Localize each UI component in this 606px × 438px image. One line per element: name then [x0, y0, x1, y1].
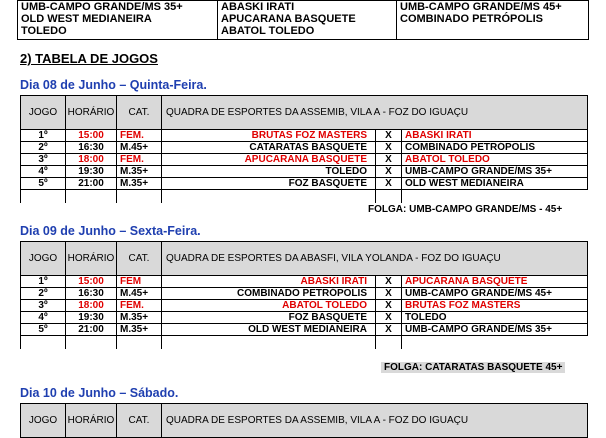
versus-mark: X	[376, 312, 402, 324]
game-category: M.35+	[117, 312, 162, 324]
blank-cell	[66, 190, 117, 204]
versus-mark: X	[376, 154, 402, 166]
blank-cell	[21, 336, 66, 350]
team-name: ABATOL TOLEDO	[221, 25, 315, 37]
game-number: 2º	[21, 142, 66, 154]
header-horario: HORÁRIO	[66, 242, 117, 276]
away-team: ABATOL TOLEDO	[402, 154, 588, 166]
day-title: Dia 09 de Junho – Sexta-Feira.	[20, 224, 201, 238]
team-name: OLD WEST MEDIANEIRA	[21, 13, 152, 25]
home-team: FOZ BASQUETE	[162, 312, 376, 324]
away-team: OLD WEST MEDIANEIRA	[402, 178, 588, 190]
game-time: 15:00	[66, 276, 117, 288]
game-number: 4º	[21, 166, 66, 178]
header-horario: HORÁRIO	[66, 96, 117, 130]
game-time: 21:00	[66, 178, 117, 190]
home-team: ABATOL TOLEDO	[162, 300, 376, 312]
game-row	[21, 142, 588, 154]
header-cat: CAT.	[117, 96, 162, 130]
game-category: FEM.	[117, 300, 162, 312]
blank-cell	[117, 190, 162, 204]
game-row	[21, 130, 588, 142]
game-row	[21, 154, 588, 166]
blank-cell	[376, 190, 402, 204]
versus-mark: X	[376, 324, 402, 336]
away-team: BRUTAS FOZ MASTERS	[402, 300, 588, 312]
games-table-day-2	[20, 241, 588, 349]
home-team: TOLEDO	[162, 166, 376, 178]
blank-row	[21, 336, 588, 350]
groups-table	[17, 0, 589, 40]
header-jogo: JOGO	[21, 242, 66, 276]
blank-cell	[117, 336, 162, 350]
team-name: UMB-CAMPO GRANDE/MS 35+	[21, 1, 183, 13]
folga-note: FOLGA: CATARATAS BASQUETE 45+	[381, 362, 565, 373]
header-jogo: JOGO	[21, 96, 66, 130]
game-row	[21, 178, 588, 190]
header-venue: QUADRA DE ESPORTES DA ASSEMIB, VILA A - FOZ DO IGUAÇU	[162, 404, 588, 438]
game-number: 3º	[21, 154, 66, 166]
versus-mark: X	[376, 288, 402, 300]
home-team: CATARATAS BASQUETE	[162, 142, 376, 154]
versus-mark: X	[376, 166, 402, 178]
games-table-day-3	[20, 403, 588, 438]
group-cell	[397, 1, 589, 40]
games-table-day-1	[20, 95, 588, 203]
blank-cell	[21, 190, 66, 204]
day-title: Dia 08 de Junho – Quinta-Feira.	[20, 78, 207, 92]
versus-mark: X	[376, 276, 402, 288]
header-venue: QUADRA DE ESPORTES DA ASSEMIB, VILA A - FOZ DO IGUAÇU	[162, 96, 588, 130]
game-time: 15:00	[66, 130, 117, 142]
game-time: 21:00	[66, 324, 117, 336]
game-time: 19:30	[66, 312, 117, 324]
game-number: 3º	[21, 300, 66, 312]
away-team: COMBINADO PETRÓPOLIS	[402, 142, 588, 154]
game-number: 2º	[21, 288, 66, 300]
away-team: APUCARANA BASQUETE	[402, 276, 588, 288]
game-time: 18:00	[66, 300, 117, 312]
blank-cell	[402, 190, 588, 204]
day-title: Dia 10 de Junho – Sábado.	[20, 386, 179, 400]
game-category: FEM.	[117, 154, 162, 166]
blank-cell	[66, 336, 117, 350]
game-number: 5º	[21, 324, 66, 336]
blank-cell	[162, 336, 376, 350]
group-cell	[218, 1, 397, 40]
home-team: ABASKI IRATI	[162, 276, 376, 288]
home-team: FOZ BASQUETE	[162, 178, 376, 190]
group-cell	[18, 1, 218, 40]
team-name: APUCARANA BASQUETE	[221, 13, 356, 25]
game-category: FEM	[117, 276, 162, 288]
header-venue: QUADRA DE ESPORTES DA ABASFI, VILA YOLANDA - FOZ DO IGUAÇU	[162, 242, 588, 276]
away-team: ABASKI IRATI	[402, 130, 588, 142]
game-row	[21, 324, 588, 336]
versus-mark: X	[376, 142, 402, 154]
section-title: 2) TABELA DE JOGOS	[20, 51, 158, 66]
game-category: M.45+	[117, 142, 162, 154]
header-horario: HORÁRIO	[66, 404, 117, 438]
blank-cell	[162, 190, 376, 204]
versus-mark: X	[376, 130, 402, 142]
game-row	[21, 312, 588, 324]
away-team: UMB-CAMPO GRANDE/MS 35+	[402, 324, 588, 336]
blank-cell	[402, 336, 588, 350]
game-number: 4º	[21, 312, 66, 324]
home-team: COMBINADO PETRÓPOLIS	[162, 288, 376, 300]
away-team: UMB-CAMPO GRANDE/MS 45+	[402, 288, 588, 300]
game-time: 18:00	[66, 154, 117, 166]
game-category: M.35+	[117, 324, 162, 336]
home-team: APUCARANA BASQUETE	[162, 154, 376, 166]
game-category: FEM.	[117, 130, 162, 142]
game-category: M.45+	[117, 288, 162, 300]
game-row	[21, 276, 588, 288]
header-jogo: JOGO	[21, 404, 66, 438]
header-cat: CAT.	[117, 404, 162, 438]
game-number: 1º	[21, 130, 66, 142]
folga-note: FOLGA: UMB-CAMPO GRANDE/MS - 45+	[368, 204, 563, 215]
versus-mark: X	[376, 300, 402, 312]
team-name: UMB-CAMPO GRANDE/MS 45+	[400, 1, 562, 13]
away-team: TOLEDO	[402, 312, 588, 324]
game-number: 1º	[21, 276, 66, 288]
game-category: M.35+	[117, 166, 162, 178]
home-team: BRUTAS FOZ MASTERS	[162, 130, 376, 142]
team-name: ABASKI IRATI	[221, 1, 295, 13]
game-time: 19:30	[66, 166, 117, 178]
header-cat: CAT.	[117, 242, 162, 276]
game-row	[21, 288, 588, 300]
away-team: UMB-CAMPO GRANDE/MS 35+	[402, 166, 588, 178]
game-row	[21, 166, 588, 178]
home-team: OLD WEST MEDIANEIRA	[162, 324, 376, 336]
game-category: M.35+	[117, 178, 162, 190]
game-time: 16:30	[66, 142, 117, 154]
team-name: TOLEDO	[21, 25, 67, 37]
blank-cell	[376, 336, 402, 350]
game-number: 5º	[21, 178, 66, 190]
versus-mark: X	[376, 178, 402, 190]
blank-row	[21, 190, 588, 204]
game-row	[21, 300, 588, 312]
game-time: 16:30	[66, 288, 117, 300]
team-name: COMBINADO PETRÓPOLIS	[400, 13, 544, 25]
